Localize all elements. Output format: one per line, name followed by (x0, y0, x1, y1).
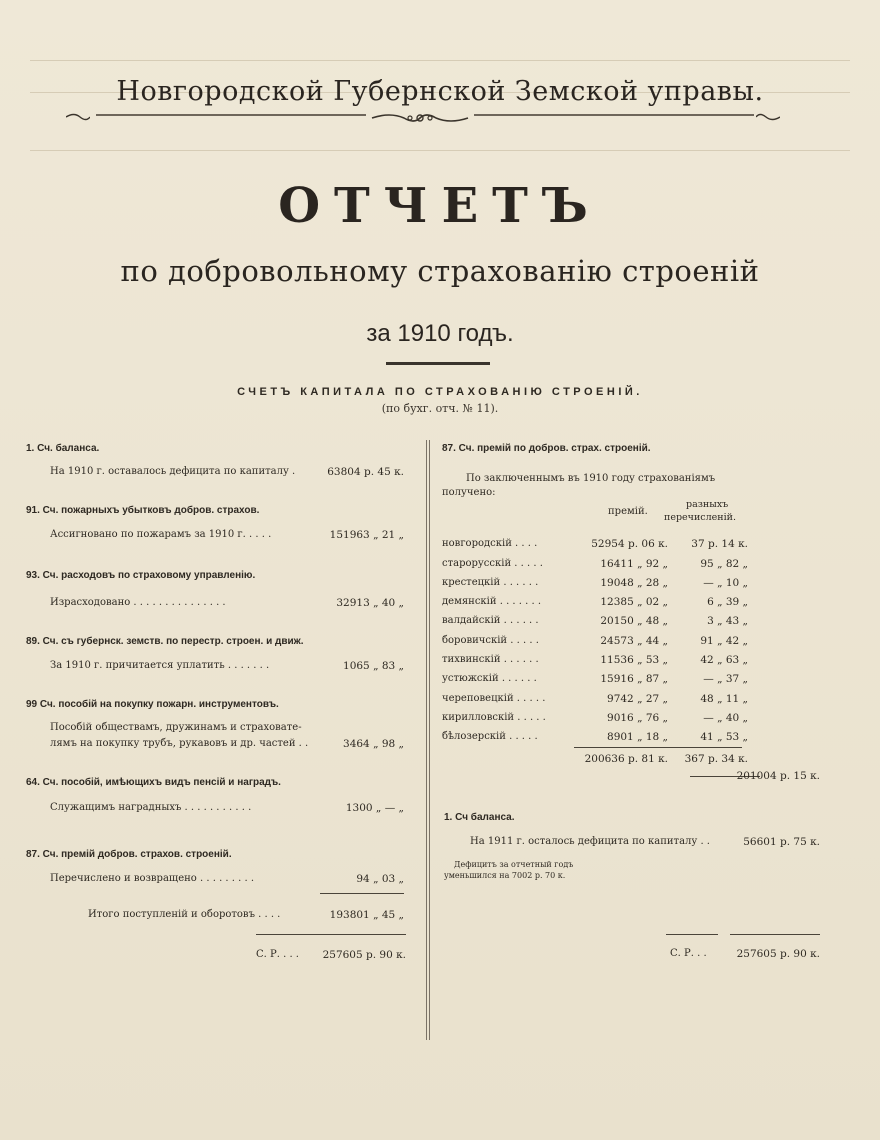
account-desc-continued: лямъ на покупку трубъ, рукавовъ и др. частей . . (50, 738, 309, 749)
report-title: ОТЧЕТЪ (278, 178, 602, 234)
header-rule-left (96, 114, 366, 116)
account-desc: Ассигновано по пожарамъ за 1910 г. . . . . (50, 529, 272, 540)
district-name: боровичскій . . . . . (442, 635, 539, 646)
district-premium: 15916 „ 87 „ (600, 673, 668, 685)
district-premium: 19048 „ 28 „ (600, 577, 668, 589)
subtotal-premiums: 200636 р. 81 к. (584, 753, 668, 765)
sum-amount: 257605 р. 90 к. (322, 949, 406, 961)
column-header-other: разныхъ (686, 499, 729, 510)
section-title: СЧЕТЪ КАПИТАЛА ПО СТРАХОВАНІЮ СТРОЕНІЙ. (237, 386, 643, 398)
account-amount: 151963 „ 21 „ (329, 529, 404, 541)
district-other: — „ 37 „ (703, 673, 748, 685)
district-other: 42 „ 63 „ (700, 654, 748, 666)
ornament-icon (370, 110, 470, 126)
district-premium: 16411 „ 92 „ (600, 558, 668, 570)
district-premium: 9016 „ 76 „ (607, 712, 668, 724)
account-title: 1. Сч баланса. (444, 812, 515, 823)
district-other: — „ 40 „ (703, 712, 748, 724)
column-divider (426, 440, 430, 1040)
account-desc: За 1910 г. причитается уплатить . . . . . . . (50, 660, 270, 671)
sum-label: С. Р. . . . (256, 949, 299, 960)
section-note: (по бухг. отч. № 11). (381, 402, 499, 415)
subtotal-rule (574, 747, 742, 748)
balance-amount: 56601 р. 75 к. (743, 836, 820, 848)
ornament-left-icon (66, 112, 90, 122)
account-title: 93. Сч. расходовъ по страховому управленію. (26, 570, 256, 581)
account-title: 89. Сч. съ губернск. земств. по перестр. строен. и движ. (26, 636, 304, 647)
account-title: 87. Сч. премій добров. страхов. строеній. (26, 849, 232, 860)
district-premium: 11536 „ 53 „ (600, 654, 668, 666)
district-name: устюжскій . . . . . . (442, 673, 537, 684)
district-premium: 9742 „ 27 „ (607, 693, 668, 705)
deficit-note: Дефицитъ за отчетный годъ (454, 860, 574, 869)
district-other: 6 „ 39 „ (707, 596, 748, 608)
account-title: 91. Сч. пожарныхъ убытковъ добров. страхов. (26, 505, 260, 516)
account-desc: Израсходовано . . . . . . . . . . . . . . . (50, 597, 226, 608)
district-name: демянскій . . . . . . . (442, 596, 542, 607)
account-title: 87. Сч. премій по добров. страх. строеній. (442, 443, 651, 454)
sum-rule (666, 934, 718, 935)
district-premium: 12385 „ 02 „ (600, 596, 668, 608)
sum-rule (256, 934, 406, 935)
header-title: Новгородской Губернской Земской управы. (116, 76, 764, 107)
district-other: 41 „ 53 „ (700, 731, 748, 743)
intro-text-continued: получено: (442, 487, 496, 498)
report-year: за 1910 годъ. (366, 320, 514, 347)
district-premium: 52954 р. 06 к. (591, 538, 668, 550)
account-desc: Служащимъ наградныхъ . . . . . . . . . . . (50, 802, 252, 813)
district-other: 37 р. 14 к. (691, 538, 748, 550)
bleed-line (30, 150, 850, 151)
account-desc: Пособій обществамъ, дружинамъ и страховате- (50, 722, 302, 733)
district-other: 48 „ 11 „ (700, 693, 748, 705)
account-title: 99 Сч. пособій на покупку пожарн. инструментовъ. (26, 699, 279, 710)
district-name: череповецкій . . . . . (442, 693, 546, 704)
bleed-line (30, 60, 850, 61)
district-name: крестецкій . . . . . . (442, 577, 539, 588)
total-amount: 193801 „ 45 „ (329, 909, 404, 921)
district-name: валдайскій . . . . . . (442, 615, 539, 626)
account-amount: 32913 „ 40 „ (336, 597, 404, 609)
account-amount: 94 „ 03 „ (356, 873, 404, 885)
sum-label: С. Р. . . (670, 948, 707, 959)
report-subtitle: по добровольному страхованію строеній (120, 254, 760, 288)
district-name: старорусскій . . . . . (442, 558, 543, 569)
account-amount: 63804 р. 45 к. (327, 466, 404, 478)
balance-desc: На 1911 г. осталось дефицита по капиталу . . (470, 836, 710, 847)
year-rule (386, 362, 490, 365)
column-header-other: перечисленій. (664, 512, 736, 523)
intro-text: По заключеннымъ въ 1910 году страхованіямъ (466, 473, 716, 484)
district-name: тихвинскій . . . . . . (442, 654, 539, 665)
deficit-note-continued: уменьшился на 7002 р. 70 к. (444, 871, 566, 880)
district-name: новгородскій . . . . (442, 538, 538, 549)
district-name: кирилловскій . . . . . (442, 712, 546, 723)
district-other: 95 „ 82 „ (700, 558, 748, 570)
account-title: 1. Сч. баланса. (26, 443, 100, 454)
subtotal-rule (320, 893, 404, 894)
district-other: — „ 10 „ (703, 577, 748, 589)
account-amount: 1065 „ 83 „ (343, 660, 404, 672)
account-desc: Перечислено и возвращено . . . . . . . . . (50, 873, 255, 884)
account-title: 64. Сч. пособій, имѣющихъ видъ пенсій и наградъ. (26, 777, 281, 788)
subtotal-other: 367 р. 34 к. (684, 753, 748, 765)
column-header-premiums: премій. (608, 506, 648, 517)
account-desc: На 1910 г. оставалось дефицита по капиталу . (50, 466, 296, 477)
account-amount: 3464 „ 98 „ (343, 738, 404, 750)
grand-total: 201004 р. 15 к. (736, 770, 820, 782)
district-other: 91 „ 42 „ (700, 635, 748, 647)
ornament-right-icon (756, 112, 780, 122)
district-premium: 8901 „ 18 „ (607, 731, 668, 743)
district-premium: 20150 „ 48 „ (600, 615, 668, 627)
district-name: бѣлозерскій . . . . . (442, 731, 538, 742)
header-rule-right (474, 114, 754, 116)
sum-rule (730, 934, 820, 935)
total-label: Итого поступленій и оборотовъ . . . . (88, 909, 281, 920)
account-amount: 1300 „ — „ (345, 802, 404, 814)
sum-amount: 257605 р. 90 к. (736, 948, 820, 960)
district-other: 3 „ 43 „ (707, 615, 748, 627)
district-premium: 24573 „ 44 „ (600, 635, 668, 647)
